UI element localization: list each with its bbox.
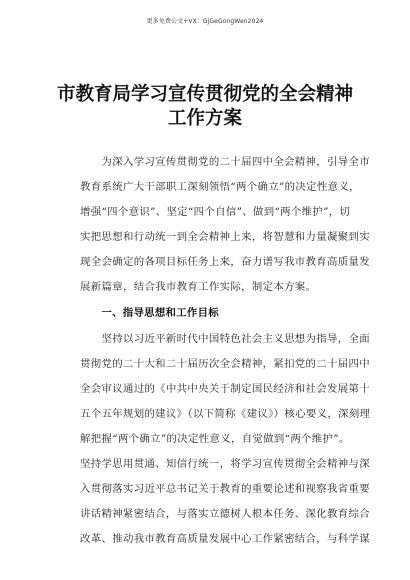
intro-line: 展新篇章，结合我市教育工作实际，制定本方案。 xyxy=(80,281,317,293)
section1-line: 入贯彻落实习近平总书记关于教育的重要论述和视察我省重要 xyxy=(80,483,370,495)
header-note: 更多免费公文+VX：GjGeGongWen2024 xyxy=(146,18,264,25)
section1-line: 解把握“两个确立”的决定性意义，自觉做到“两个维护”。 xyxy=(80,433,350,445)
intro-line: 教育系统广大干部职工深刻领悟“两个确立”的决定性意义， xyxy=(80,181,360,193)
section1-line: 讲话精神紧密结合，与落实立德树人根本任务、深化教育综合 xyxy=(80,508,370,520)
section-heading: 一、指导思想和工作目标 xyxy=(80,307,219,319)
document-title-line-2: 工作方案 xyxy=(167,108,242,129)
intro-line: 增强“四个意识”、坚定“四个自信”、做到“两个维护”，切 xyxy=(80,206,351,218)
intro-line: 实把思想和行动统一到全会精神上来，将智慧和力量凝聚到实 xyxy=(80,231,370,243)
section1-line: 改革、推动我市教育高质量发展中心工作紧密结合，与科学谋 xyxy=(80,533,370,545)
section1-line: 坚持学思用贯通、知信行统一，将学习宣传贯彻全会精神与深 xyxy=(80,458,370,470)
section1-line: 坚持以习近平新时代中国特色社会主义思想为指导，全面 xyxy=(80,333,370,345)
section1-line: 贯彻党的二十大和二十届历次全会精神，紧扣党的二十届四中 xyxy=(80,358,370,370)
intro-line: 现全会确定的各项目标任务上来，奋力谱写我市教育高质量发 xyxy=(80,256,370,268)
document-title-line-1: 市教育局学习宣传贯彻党的全会精神 xyxy=(56,84,353,105)
section1-line: 全会审议通过的《中共中央关于制定国民经济和社会发展第十 xyxy=(80,383,370,395)
section1-line: 五个五年规划的建议》（以下简称《建议》）核心要义，深刻理 xyxy=(80,408,371,420)
intro-line: 为深入学习宣传贯彻党的二十届四中全会精神，引导全市 xyxy=(80,156,370,168)
